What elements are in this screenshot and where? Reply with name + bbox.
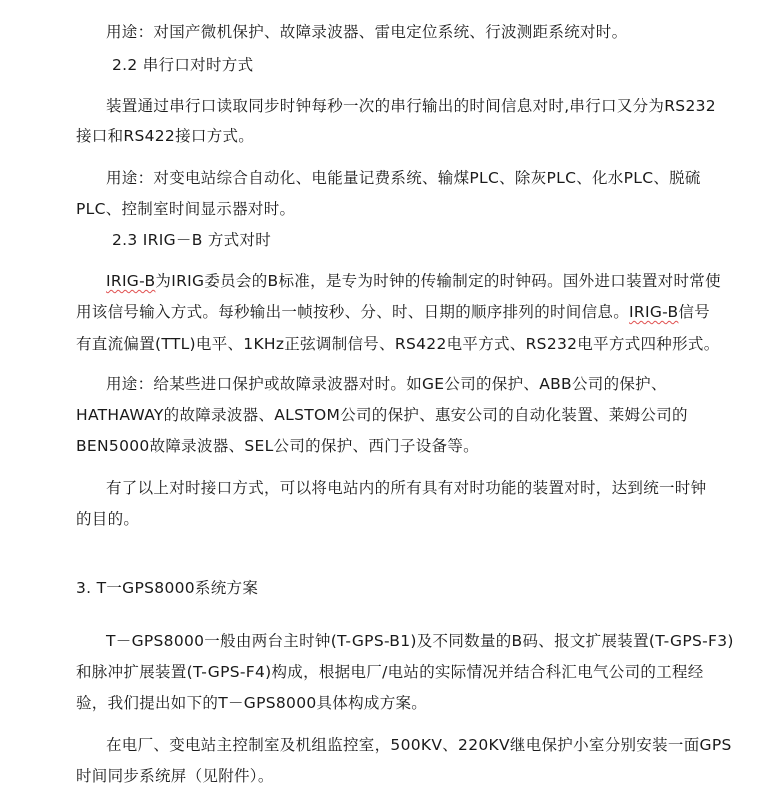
usage-2-3-line3: BEN5000故障录波器、SEL公司的保护、西门子设备等。 — [76, 437, 479, 455]
heading-3: 3. T一GPS8000系统方案 — [76, 579, 259, 597]
desc-2-3-line1 — [106, 271, 756, 291]
section-3-p1-line2: 和脉冲扩展装置(T-GPS-F4)构成，根据电厂/电站的实际情况并结合科汇电气公司的工程经 — [76, 663, 704, 681]
spell-flag-irigb: IRIG-B — [106, 272, 156, 290]
section-3-p2-line1: 在电厂、变电站主控制室及机组监控室，500KV、220KV继电保护小室分别安装一面GPS — [106, 736, 732, 754]
section-3-p2-line2: 时间同步系统屏（见附件）。 — [76, 767, 274, 785]
desc-2-3-line3: 有直流偏置(TTL)电平、1KHz正弦调制信号、RS422电平方式、RS232电平方式四种形式。 — [76, 335, 720, 353]
desc-2-3-line1-text: 为IRIG委员会的B标准，是专为时钟的传输制定的时钟码。国外进口装置对时常使 — [155, 272, 721, 290]
heading-2-2: 2.2 串行口对时方式 — [112, 56, 254, 74]
usage-2-2-line1: 用途：对变电站综合自动化、电能量记费系统、输煤PLC、除灰PLC、化水PLC、脱硫 — [106, 169, 701, 187]
usage-2-3-line1: 用途：给某些进口保护或故障录波器对时。如GE公司的保护、ABB公司的保护、 — [106, 375, 667, 393]
summary-line2: 的目的。 — [76, 510, 140, 528]
section-3-p1-line1: T－GPS8000一般由两台主时钟(T-GPS-B1)及不同数量的B码、报文扩展装置(T-GPS-F3) — [106, 632, 734, 650]
desc-2-3-line2-text-b: 信号 — [678, 303, 711, 321]
usage-paragraph-2-1: 用途：对国产微机保护、故障录波器、雷电定位系统、行波测距系统对时。 — [106, 23, 628, 41]
summary-line1: 有了以上对时接口方式，可以将电站内的所有具有对时功能的装置对时，达到统一时钟 — [106, 479, 707, 497]
desc-2-3-line2 — [76, 302, 726, 322]
heading-2-3: 2.3 IRIG－B 方式对时 — [112, 231, 272, 249]
desc-2-2-line1: 装置通过串行口读取同步时钟每秒一次的串行输出的时间信息对时,串行口又分为RS232 — [106, 97, 716, 115]
usage-2-2-line2: PLC、控制室时间显示器对时。 — [76, 200, 296, 218]
desc-2-2-line2: 接口和RS422接口方式。 — [76, 127, 255, 145]
spell-flag-irigb: IRIG-B — [629, 303, 679, 321]
desc-2-3-line2-text-a: 用该信号输入方式。每秒输出一帧按秒、分、时、日期的顺序排列的时间信息。 — [76, 303, 630, 321]
section-3-p1-line3: 验，我们提出如下的T－GPS8000具体构成方案。 — [76, 694, 428, 712]
usage-2-3-line2: HATHAWAY的故障录波器、ALSTOM公司的保护、惠安公司的自动化装置、莱姆公司的 — [76, 406, 688, 424]
